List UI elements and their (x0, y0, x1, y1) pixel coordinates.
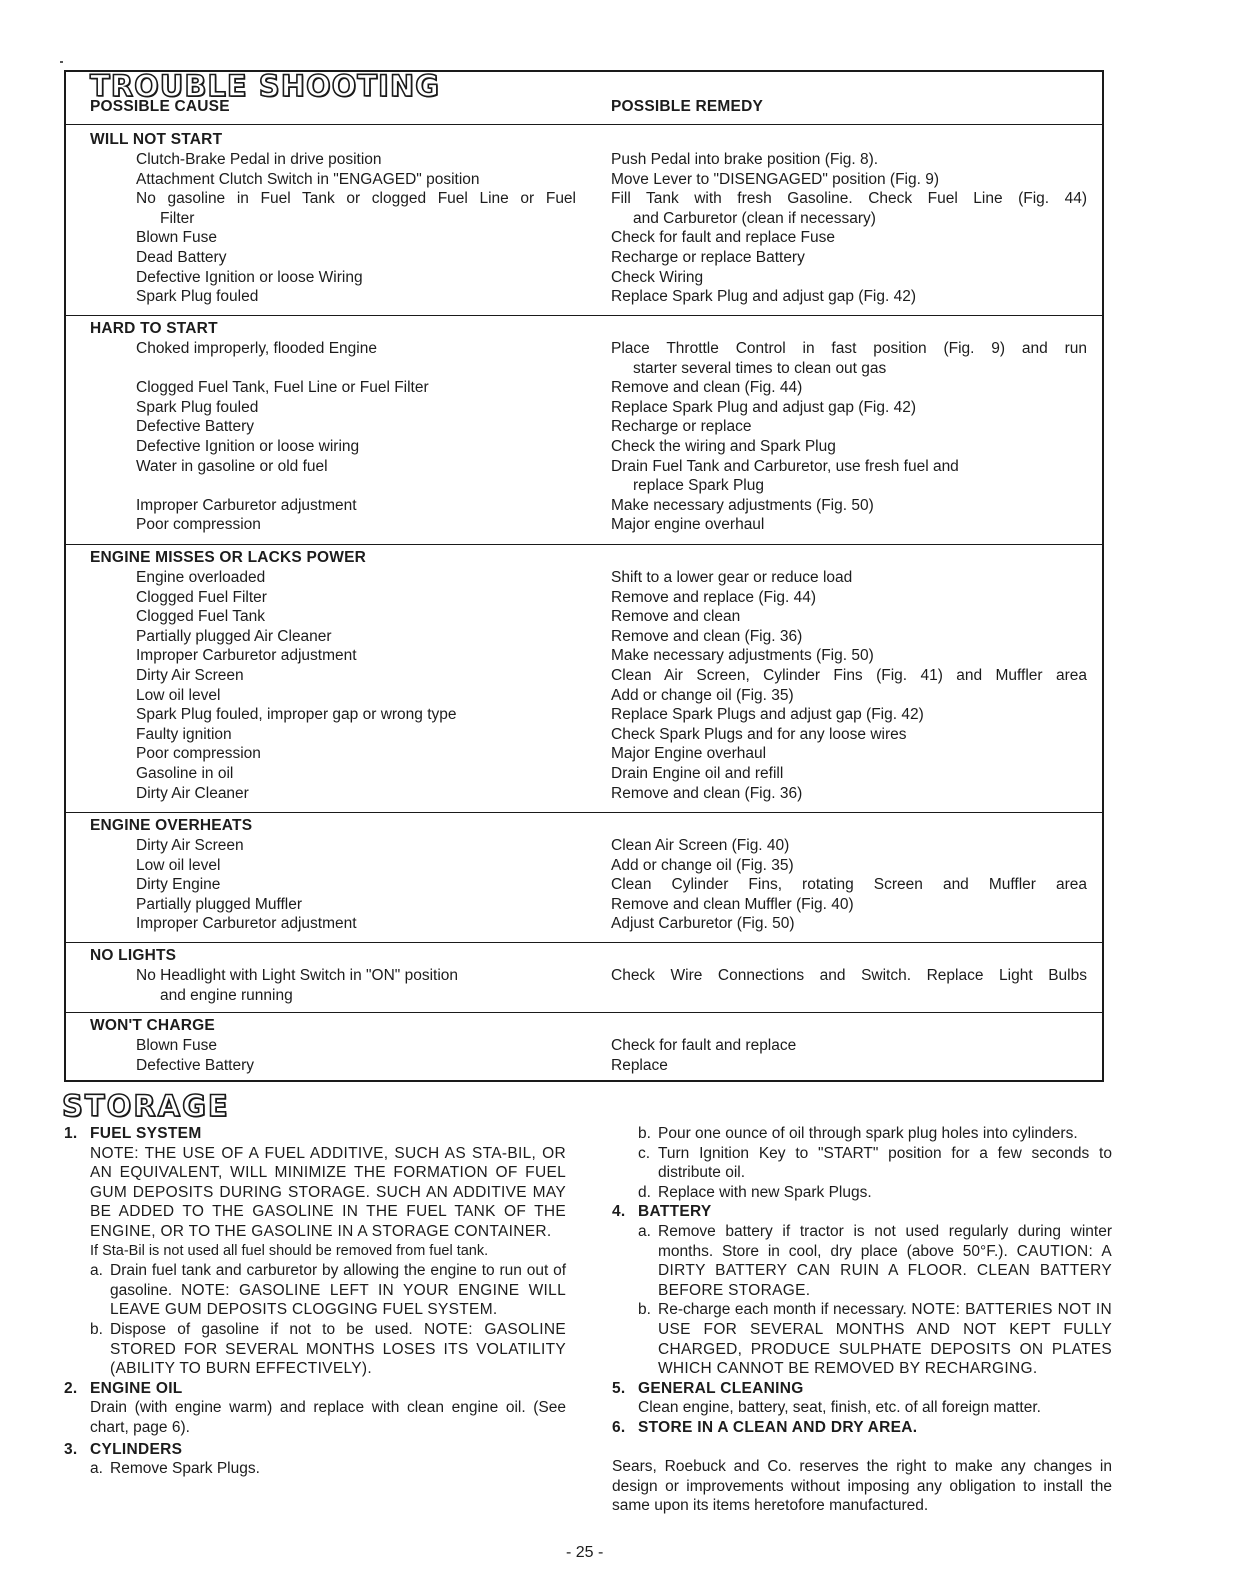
step-text: Remove battery if tractor is not used regularly during winter months. Store in cool, dry place (above 50°F.). (658, 1222, 1112, 1260)
cause-text: Dirty Air Screen (136, 667, 244, 684)
remedy-text: Make necessary adjustments (Fig. 50) (611, 496, 874, 514)
step-text: Remove Spark Plugs. (110, 1460, 260, 1478)
remedy-line: Drain Fuel Tank and Carburetor, use fresh fuel and (611, 457, 959, 475)
step-label: b. (638, 1125, 651, 1142)
remedy-text: Drain Engine oil and refill (611, 765, 784, 782)
remedy-text: Shift to a lower gear or reduce load (611, 569, 853, 586)
cause-text: Dead Battery (136, 249, 227, 266)
remedy-text: Replace Spark Plugs and adjust gap (Fig. 42) (611, 706, 924, 724)
section-title-engine-overheats: ENGINE OVERHEATS (90, 817, 253, 834)
engine-oil-text: Drain (with engine warm) and replace with clean engine oil. (See chart, page 6). (90, 1399, 566, 1436)
step-text: Re-charge each month if necessary. (658, 1301, 907, 1319)
cylinders-step-d (612, 1183, 1112, 1203)
remedy-text: Push Pedal into brake position (Fig. 8). (611, 151, 879, 168)
cause-text: Improper Carburetor adjustment (136, 647, 357, 665)
cause-text: Spark Plug fouled, improper gap or wrong type (136, 706, 457, 724)
cause-text: Partially plugged Muffler (136, 895, 302, 913)
battery-note: NOTE: BATTERIES NOT IN USE FOR SEVERAL MONTHS AND NOT KEPT FULLY CHARGED, PRODUCE SULPHATE DEPOSITS ON PLATES WHICH CANNOT BE REMOVED BY RECHARGING. (658, 1301, 1112, 1378)
item-number: 6. (612, 1418, 626, 1436)
step-text: Turn Ignition Key to "START" position for a few seconds to distribute oil. (658, 1144, 1112, 1182)
cause-continuation: Filter (160, 209, 195, 227)
step-label: a. (638, 1222, 651, 1240)
header-rule (66, 124, 1102, 125)
remedy-text: Remove and replace (Fig. 44) (611, 588, 817, 606)
cause-text: Defective Ignition or loose Wiring (136, 268, 363, 286)
general-cleaning-section (612, 1379, 1112, 1418)
storage-right-column (612, 1124, 1112, 1516)
remedy-text (611, 189, 1087, 228)
item-heading-text: STORE IN A CLEAN AND DRY AREA. (638, 1418, 918, 1436)
remedy-text: Recharge or replace Battery (611, 249, 805, 266)
remedy-text: Major engine overhaul (611, 516, 765, 534)
battery-step-b (612, 1300, 1112, 1378)
cause-text: Defective Ignition or loose wiring (136, 438, 360, 455)
remedy-text: Replace Spark Plug and adjust gap (Fig. 42) (611, 398, 917, 416)
battery-heading (612, 1202, 1112, 1222)
section-divider (66, 942, 1102, 943)
remedy-column-header: POSSIBLE REMEDY (611, 98, 763, 115)
cause-text: Blown Fuse (136, 1037, 217, 1054)
cause-text: Faulty ignition (136, 725, 232, 743)
step-text: Drain fuel tank and carburetor by allowing the engine to run out of gasoline. (110, 1262, 566, 1299)
cause-text: Defective Battery (136, 418, 255, 436)
remedy-line: Place Throttle Control in fast position (Fig. 9) and run (611, 340, 1087, 357)
store-section (612, 1418, 1112, 1438)
fuel-step-a (64, 1261, 566, 1320)
storage-title: STORAGE (62, 1089, 230, 1123)
step-note: NOTE: GASOLINE LEFT IN YOUR ENGINE WILL LEAVE GUM DEPOSITS CLOGGING FUEL SYSTEM. (110, 1281, 566, 1319)
remedy-text: Replace (611, 1056, 668, 1074)
battery-step-a (612, 1222, 1112, 1300)
cause-text: Dirty Engine (136, 876, 221, 894)
remedy-text: Check Spark Plugs and for any loose wires (611, 725, 907, 743)
scan-mark (60, 61, 63, 63)
cause-text: Defective Battery (136, 1056, 255, 1074)
section-title-no-lights: NO LIGHTS (90, 947, 177, 964)
cause-text: Spark Plug fouled (136, 288, 259, 306)
cause-text: Poor compression (136, 745, 261, 763)
fuel-step-b (64, 1320, 566, 1379)
section-title-hard-to-start: HARD TO START (90, 320, 218, 337)
cause-text (136, 966, 576, 1005)
remedy-text: Add or change oil (Fig. 35) (611, 686, 794, 704)
troubleshooting-title: TROUBLE SHOOTING (90, 69, 440, 103)
item-number: 3. (64, 1440, 78, 1458)
cylinders-heading (64, 1440, 566, 1460)
step-label: a. (90, 1460, 103, 1478)
item-number: 1. (64, 1125, 78, 1142)
remedy-text (611, 339, 1087, 378)
remedy-text: Remove and clean (Fig. 44) (611, 379, 803, 397)
cause-text: Gasoline in oil (136, 765, 234, 782)
remedy-text: Check Wire Connections and Switch. Replace Light Bulbs (611, 967, 1087, 984)
section-divider (66, 812, 1102, 813)
remedy-text: Check for fault and replace (611, 1037, 797, 1054)
remedy-text: Add or change oil (Fig. 35) (611, 856, 794, 874)
item-number: 2. (64, 1379, 78, 1397)
general-cleaning-text: Clean engine, battery, seat, finish, etc. of all foreign matter. (638, 1399, 1041, 1417)
remedy-text: Clean Cylinder Fins, rotating Screen and Muffler area (611, 876, 1087, 894)
remedy-text: Check Wiring (611, 268, 704, 286)
general-cleaning-heading (612, 1379, 1112, 1399)
remedy-text: Remove and clean (Fig. 36) (611, 784, 803, 802)
cause-text: Clogged Fuel Tank, Fuel Line or Fuel Filter (136, 379, 429, 397)
cause-text: Clogged Fuel Filter (136, 588, 267, 606)
remedy-text: Major Engine overhaul (611, 745, 767, 763)
cause-line: No gasoline in Fuel Tank or clogged Fuel Line or Fuel (136, 190, 576, 208)
remedy-text: Remove and clean (Fig. 36) (611, 627, 803, 645)
cylinders-section (64, 1440, 566, 1479)
remedy-text: Replace Spark Plug and adjust gap (Fig. 42) (611, 288, 917, 306)
cause-text: Attachment Clutch Switch in "ENGAGED" position (136, 170, 480, 188)
cause-text: Engine overloaded (136, 569, 266, 586)
battery-section (612, 1202, 1112, 1378)
cause-text: Blown Fuse (136, 229, 217, 247)
stabil-text: If Sta-Bil is not used all fuel should be removed from fuel tank. (90, 1242, 489, 1259)
step-text: Replace with new Spark Plugs. (658, 1183, 872, 1201)
fuel-system-section (64, 1124, 566, 1379)
cause-text: Spark Plug fouled (136, 398, 259, 416)
cause-text: Improper Carburetor adjustment (136, 496, 357, 514)
cause-text: Low oil level (136, 686, 221, 704)
cause-text: Low oil level (136, 856, 221, 874)
section-title-engine-misses: ENGINE MISSES OR LACKS POWER (90, 549, 367, 566)
troubleshooting-table (64, 70, 1104, 1082)
remedy-text: Check the wiring and Spark Plug (611, 438, 836, 455)
remedy-text: Make necessary adjustments (Fig. 50) (611, 647, 874, 665)
step-text: Dispose of gasoline if not to be used. (110, 1320, 413, 1338)
step-label: b. (638, 1301, 651, 1319)
cause-text: Clutch-Brake Pedal in drive position (136, 151, 382, 168)
cylinders-step-c (612, 1144, 1112, 1183)
section-divider (66, 544, 1102, 545)
fuel-system-heading (64, 1124, 566, 1144)
cause-text: Poor compression (136, 516, 261, 534)
cause-text: Dirty Air Cleaner (136, 784, 249, 802)
cylinders-step-a (64, 1459, 566, 1479)
fuel-additive-note: NOTE: THE USE OF A FUEL ADDITIVE, SUCH AS STA-BIL, OR AN EQUIVALENT, WILL MINIMIZE THE FORMATION OF FUEL GUM DEPOSITS DURING STORAGE. SUCH AN ADDITIVE MAY BE ADDED TO THE GASOLINE IN THE FUEL TANK OF THE ENGINE, OR TO THE GASOLINE IN A STORAGE CONTAINER. (90, 1144, 566, 1240)
remedy-continuation: replace Spark Plug (633, 477, 764, 495)
remedy-line: Fill Tank with fresh Gasoline. Check Fuel Line (Fig. 44) (611, 190, 1087, 208)
page-number: - 25 - (566, 1544, 604, 1561)
cause-text: Improper Carburetor adjustment (136, 915, 357, 933)
item-heading-text: ENGINE OIL (90, 1379, 183, 1397)
remedy-text: Move Lever to "DISENGAGED" position (Fig. 9) (611, 170, 940, 188)
remedy-continuation: starter several times to clean out gas (633, 359, 887, 377)
item-heading-text: BATTERY (638, 1203, 712, 1221)
step-label: b. (90, 1320, 103, 1338)
sears-disclaimer: Sears, Roebuck and Co. reserves the right to make any changes in design or improvements without imposing any obligation to install the same upon its items heretofore manufactured. (612, 1458, 1112, 1515)
item-heading-text: GENERAL CLEANING (638, 1379, 804, 1397)
item-heading-text: CYLINDERS (90, 1440, 183, 1458)
remedy-text (611, 457, 1087, 496)
item-heading-text: FUEL SYSTEM (90, 1125, 202, 1142)
remedy-text: Clean Air Screen (Fig. 40) (611, 837, 790, 854)
step-label: d. (638, 1183, 651, 1201)
cause-text: Partially plugged Air Cleaner (136, 627, 332, 645)
battery-caution: CAUTION: A DIRTY BATTERY CAN RUIN A FLOOR. CLEAN BATTERY BEFORE STORAGE. (658, 1242, 1112, 1299)
engine-oil-section (64, 1379, 566, 1438)
cylinders-step-b (612, 1124, 1112, 1144)
remedy-text: Remove and clean Muffler (Fig. 40) (611, 895, 854, 913)
store-heading (612, 1418, 1112, 1438)
remedy-text: Check for fault and replace Fuse (611, 229, 836, 247)
cause-text: Water in gasoline or old fuel (136, 457, 328, 475)
cause-line: No Headlight with Light Switch in "ON" position (136, 967, 459, 984)
cause-text: Dirty Air Screen (136, 837, 244, 854)
section-title-will-not-start: WILL NOT START (90, 131, 223, 148)
remedy-text: Remove and clean (611, 608, 741, 626)
item-number: 4. (612, 1203, 626, 1221)
remedy-text: Adjust Carburetor (Fig. 50) (611, 915, 795, 933)
remedy-text: Clean Air Screen, Cylinder Fins (Fig. 41) and Muffler area (611, 667, 1087, 684)
section-divider (66, 1012, 1102, 1013)
step-note: NOTE: GASOLINE STORED FOR SEVERAL MONTHS LOSES ITS VOLATILITY (ABILITY TO BURN EFFECTIVELY). (110, 1320, 566, 1378)
cause-text: Choked improperly, flooded Engine (136, 340, 377, 357)
step-label: a. (90, 1262, 103, 1280)
remedy-continuation: and Carburetor (clean if necessary) (633, 209, 876, 227)
remedy-text: Recharge or replace (611, 418, 752, 436)
storage-left-column (64, 1124, 566, 1479)
step-label: c. (638, 1144, 651, 1162)
cause-text (136, 189, 576, 228)
cause-text: Clogged Fuel Tank (136, 608, 265, 626)
cause-column-header: POSSIBLE CAUSE (90, 98, 230, 115)
item-number: 5. (612, 1379, 626, 1397)
section-divider (66, 315, 1102, 316)
cause-continuation: and engine running (160, 986, 293, 1004)
step-text: Pour one ounce of oil through spark plug holes into cylinders. (658, 1125, 1078, 1142)
section-title-wont-charge: WON'T CHARGE (90, 1017, 215, 1034)
engine-oil-heading (64, 1379, 566, 1399)
